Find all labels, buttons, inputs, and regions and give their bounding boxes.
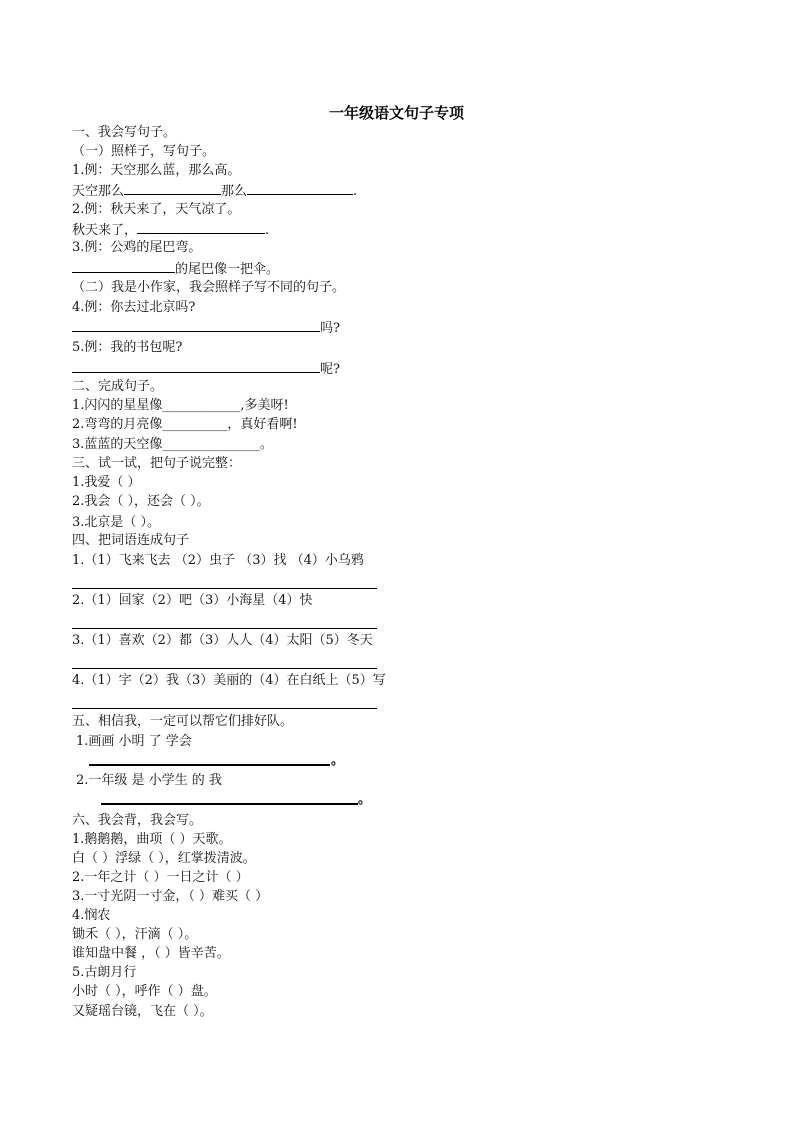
section-6-line-7: 谁知盘中餐 ，（ ）皆辛苦。: [72, 946, 230, 961]
section-2-line-3: 3.蓝蓝的天空像_______________。: [72, 437, 273, 452]
example-1: 1.例：天空那么蓝，那么高。: [72, 163, 241, 178]
section-5-line-2: 2.一年级 是 小学生 的 我: [76, 773, 222, 788]
example-3: 3.例：公鸡的尾巴弯。: [72, 240, 202, 255]
answer-line-5-end: 呢?: [320, 362, 340, 377]
section-4-line-3: 3.（1）喜欢（2）都（3）人人（4）太阳（5）冬天: [72, 633, 373, 648]
blank-1b[interactable]: [247, 181, 353, 195]
answer-line-1-prefix: 天空那么: [72, 184, 125, 199]
answer-rule-4-4[interactable]: [72, 708, 377, 709]
section-5-line-1: 1.画画 小明 了 学会: [76, 734, 192, 749]
section-3-line-3: 3.北京是（ ）。: [72, 515, 161, 530]
section-2-line-2: 2.弯弯的月亮像__________，真好看啊!: [72, 417, 298, 432]
answer-line-2-prefix: 秋天来了，: [72, 223, 138, 238]
section-6-line-2: 白（ ）浮绿（ ），红掌拨清波。: [72, 851, 256, 866]
section-5-line-1-end: 。: [331, 753, 345, 768]
example-5: 5.例：我的书包呢?: [72, 340, 183, 355]
blank-4[interactable]: [72, 318, 320, 332]
answer-rule-5-2[interactable]: [101, 803, 358, 805]
page-title: 一年级语文句子专项: [328, 104, 464, 122]
section-1-sub2: （二）我是小作家，我会照样子写不同的句子。: [72, 280, 346, 295]
section-5-line-2-end: 。: [358, 792, 372, 807]
answer-line-4-end: 吗?: [320, 321, 340, 336]
answer-line-4: [72, 318, 340, 337]
answer-line-2-end: .: [265, 223, 270, 238]
answer-rule-4-2[interactable]: [72, 628, 377, 629]
answer-line-1-end: .: [353, 184, 358, 199]
section-1-sub1: （一）照样子，写句子。: [72, 144, 216, 159]
blank-1a[interactable]: [124, 181, 221, 195]
section-2-heading: 二、完成句子。: [72, 379, 164, 394]
example-4: 4.例：你去过北京吗?: [72, 300, 196, 315]
answer-line-3: [72, 259, 279, 278]
section-6-line-10: 又疑瑶台镜，飞在（ ）。: [72, 1004, 213, 1019]
section-4-line-1: 1.（1）飞来飞去 （2）虫子 （3）找 （4）小乌鸦: [72, 553, 364, 568]
answer-line-1: [72, 181, 357, 200]
section-6-line-9: 小时（ ），呼作（ ）盘。: [72, 984, 217, 999]
section-6-heading: 六、我会背，我会写。: [72, 813, 203, 828]
section-6-line-5: 4.悯农: [72, 908, 111, 923]
blank-5[interactable]: [72, 359, 320, 373]
section-3-line-2: 2.我会（ ），还会（ ）。: [72, 494, 210, 509]
example-2: 2.例：秋天来了，天气凉了。: [72, 202, 241, 217]
section-6-line-8: 5.古朗月行: [72, 965, 137, 980]
section-1-heading: 一、我会写句子。: [72, 125, 177, 140]
section-2-line-1: 1.闪闪的星星像____________,多美呀!: [72, 398, 289, 413]
answer-rule-4-1[interactable]: [72, 588, 377, 589]
section-3-heading: 三、试一试，把句子说完整：: [72, 456, 242, 471]
section-3-line-1: 1.我爱（ ）: [72, 475, 141, 490]
answer-rule-5-1[interactable]: [89, 764, 330, 766]
answer-line-5: [72, 359, 340, 378]
answer-line-2: [72, 220, 269, 239]
section-4-line-2: 2.（1）回家（2）吧（3）小海星（4）快: [72, 593, 313, 608]
answer-line-3-suffix: 的尾巴像一把伞。: [175, 262, 280, 277]
blank-3[interactable]: [72, 259, 175, 273]
section-6-line-6: 锄禾（ ），汗滴（ ）。: [72, 927, 198, 942]
section-5-heading: 五、相信我，一定可以帮它们排好队。: [72, 714, 294, 729]
section-4-heading: 四、把词语连成句子: [72, 533, 190, 548]
blank-2[interactable]: [137, 220, 265, 234]
section-6-line-4: 3.一寸光阴一寸金，（ ）难买（ ）: [72, 889, 269, 904]
answer-rule-4-3[interactable]: [72, 668, 377, 669]
answer-line-1-mid: 那么: [221, 184, 248, 199]
section-6-line-3: 2.一年之计（ ）一日之计（ ）: [72, 870, 249, 885]
section-6-line-1: 1.鹅鹅鹅，曲项（ ）天歌。: [72, 832, 232, 847]
section-4-line-4: 4.（1）字（2）我（3）美丽的（4）在白纸上（5）写: [72, 673, 386, 688]
